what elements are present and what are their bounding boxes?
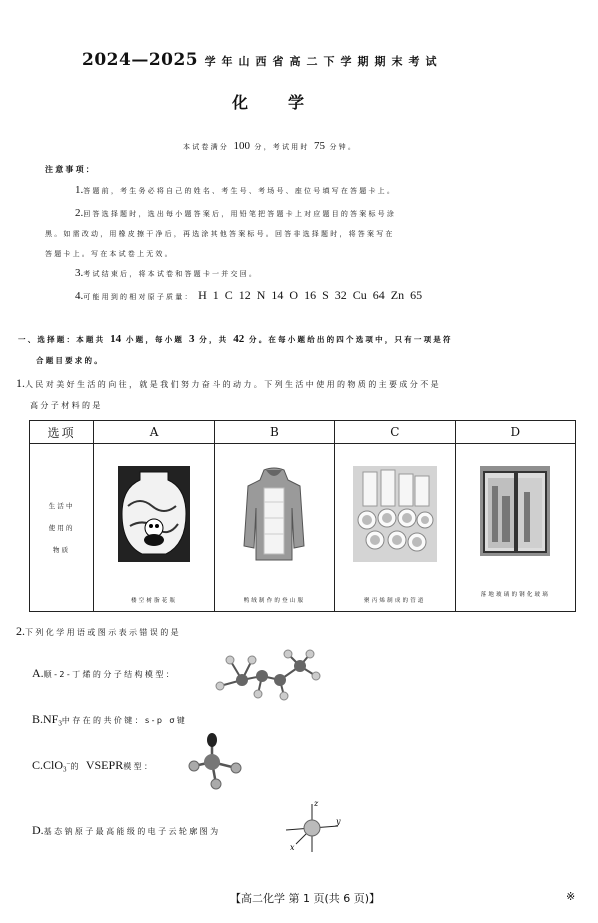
note-2-line3: 答题卡上。写在本试卷上无效。	[45, 250, 174, 258]
vase-image	[118, 466, 190, 562]
q1-text: 1.人民对美好生活的向往，就是我们努力奋斗的动力。下列生活中使用的物质的主要成分不是	[16, 376, 441, 390]
footer-mark: ※	[566, 890, 576, 903]
note-1: 1.答题前，考生务必将自己的姓名、考生号、考场号、座位号填写在答题卡上。	[75, 184, 397, 196]
atomic-masses: H 1 C 12 N 14 O 16 S 32 Cu 64 Zn 65	[198, 288, 423, 302]
exam-year: 2024—2025	[82, 50, 199, 70]
q2-option-a: A.顺-2-丁烯的分子结构模型：	[32, 666, 177, 680]
caption-b: 鸭绒制作的登山服	[243, 598, 306, 604]
caption-d: 落地玻璃的钢化玻璃	[480, 592, 550, 598]
svg-text:y: y	[336, 817, 341, 826]
glass-window-image	[480, 466, 550, 556]
note-4: 4.可能用到的相对原子质量： H 1 C 12 N 14 O 16 S 32 Cu 64 Zn 65	[75, 288, 423, 302]
section1-intro: 一、选择题：本题共 14 小题，每小题 3 分，共 42 分。在每小题给出的四个选项中，只有一项是符	[18, 333, 453, 345]
q2-option-d: D.基态钠原子最高能级的电子云轮廓图为	[32, 823, 221, 837]
note-2: 2.回答选择题时，选出每小题答案后，用铅笔把答题卡上对应题目的答案标号涂	[75, 207, 397, 219]
vsepr-model	[186, 732, 246, 790]
table-row-label: 生活中 使用的 物质	[30, 444, 94, 612]
section1-intro-line2: 合题目要求的。	[36, 356, 104, 365]
table-header-d: D	[455, 421, 575, 444]
down-jacket-image	[242, 466, 306, 562]
caption-c: 聚丙烯制成的管道	[364, 598, 426, 604]
notes-heading: 注意事项：	[45, 165, 96, 174]
note-3: 3.考试结束后，将本试卷和答题卡一并交回。	[75, 267, 259, 279]
table-header-option: 选项	[30, 421, 94, 444]
q2-option-b: $B.NF_3$中存在的共价键：s-p σ键	[32, 712, 188, 728]
svg-text:z: z	[314, 799, 319, 808]
option-a-cell	[94, 444, 214, 612]
option-c-cell	[335, 444, 456, 612]
note-2-line2: 黑。如需改动，用橡皮擦干净后，再选涂其他答案标号。回答非选择题时，将答案写在	[45, 230, 395, 238]
q1-text-line2: 高分子材料的是	[30, 401, 103, 410]
caption-a: 楼空树脂花瓶	[130, 598, 178, 604]
exam-title	[82, 50, 443, 70]
table-header-b: B	[214, 421, 334, 444]
table-header-c: C	[335, 421, 456, 444]
pipes-image	[353, 466, 437, 562]
electron-cloud-diagram	[282, 798, 344, 854]
exam-title-cn: 学年山西省高二下学期期末考试	[204, 55, 443, 68]
option-d-cell	[455, 444, 575, 612]
exam-info: 本试卷满分 100 分，考试用时 75 分钟。	[183, 140, 358, 152]
svg-text:x: x	[290, 843, 295, 852]
option-b-cell	[214, 444, 334, 612]
q2-text: 2.下列化学用语或图示表示错误的是	[16, 624, 181, 638]
table-header-a: A	[94, 421, 214, 444]
q1-options-table	[29, 420, 576, 612]
footer-page-info: 【高二化学 第 1 页(共 6 页)】	[230, 892, 381, 905]
q2-option-c: C.ClO$_3$−的 VSEPR模型：	[32, 758, 155, 774]
subject-title: 化学	[232, 93, 345, 112]
butene-model	[212, 646, 322, 702]
